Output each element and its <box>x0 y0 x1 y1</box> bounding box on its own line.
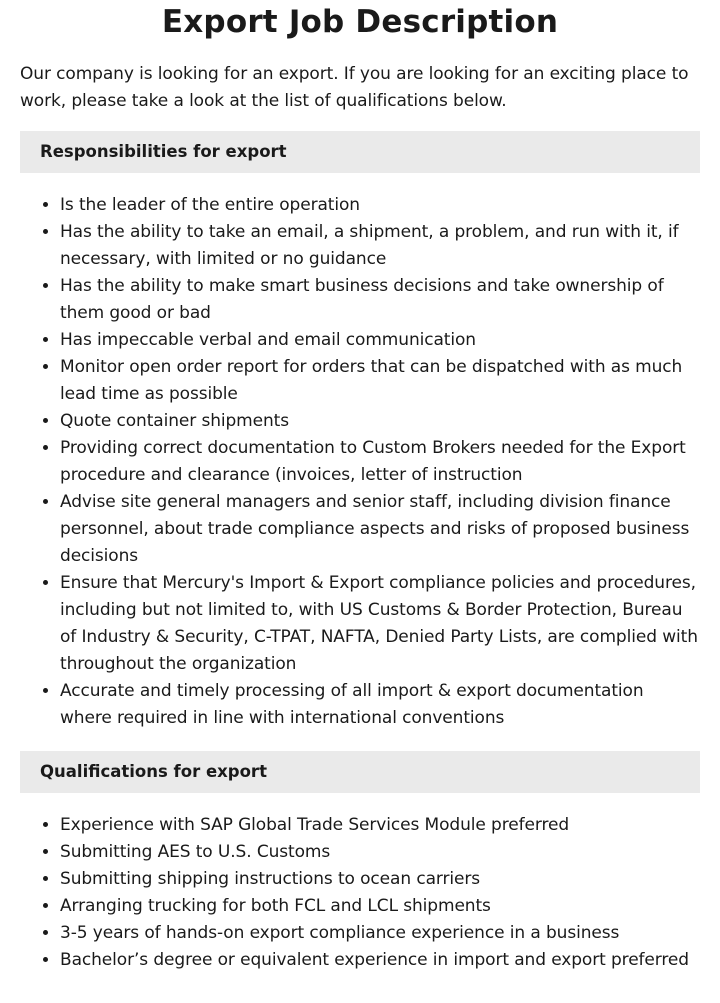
list-item: • Has the ability to make smart business decisions and take ownership of them good or bad <box>60 273 700 327</box>
list-item: • Submitting AES to U.S. Customs <box>60 839 700 866</box>
intro-paragraph: Our company is looking for an export. If you are looking for an exciting place to work, please take a look at the list of qualifications below. <box>20 64 689 111</box>
responsibilities-list <box>20 192 700 732</box>
qualifications-list <box>20 812 700 974</box>
list-item: • 3-5 years of hands-on export compliance experience in a business <box>60 920 700 947</box>
list-item: • Has impeccable verbal and email communication <box>60 327 700 354</box>
list-item: • Arranging trucking for both FCL and LCL shipments <box>60 893 700 920</box>
list-item: • Quote container shipments <box>60 408 700 435</box>
list-item: • Bachelor’s degree or equivalent experience in import and export preferred <box>60 947 700 974</box>
list-item: • Ensure that Mercury's Import & Export compliance policies and procedures, including but not limited to, with US Customs & Border Protection, Bureau of Industry & Security, C-TPAT, NAFTA, Denied Party Lists, are complied with throughout the organization <box>60 570 700 678</box>
list-item: • Accurate and timely processing of all import & export documentation where required in line with international conventions <box>60 678 700 732</box>
page-title: Export Job Description <box>161 4 559 40</box>
responsibilities-heading: Responsibilities for export <box>20 131 700 173</box>
list-item: • Advise site general managers and senior staff, including division finance personnel, about trade compliance aspects and risks of proposed business decisions <box>60 489 700 570</box>
list-item: • Monitor open order report for orders that can be dispatched with as much lead time as possible <box>60 354 700 408</box>
qualifications-heading: Qualifications for export <box>20 751 700 793</box>
list-item: • Submitting shipping instructions to ocean carriers <box>60 866 700 893</box>
list-item: • Providing correct documentation to Custom Brokers needed for the Export procedure and clearance (invoices, letter of instruction <box>60 435 700 489</box>
list-item: • Has the ability to take an email, a shipment, a problem, and run with it, if necessary, with limited or no guidance <box>60 219 700 273</box>
list-item: • Is the leader of the entire operation <box>60 192 700 219</box>
list-item: • Experience with SAP Global Trade Services Module preferred <box>60 812 700 839</box>
